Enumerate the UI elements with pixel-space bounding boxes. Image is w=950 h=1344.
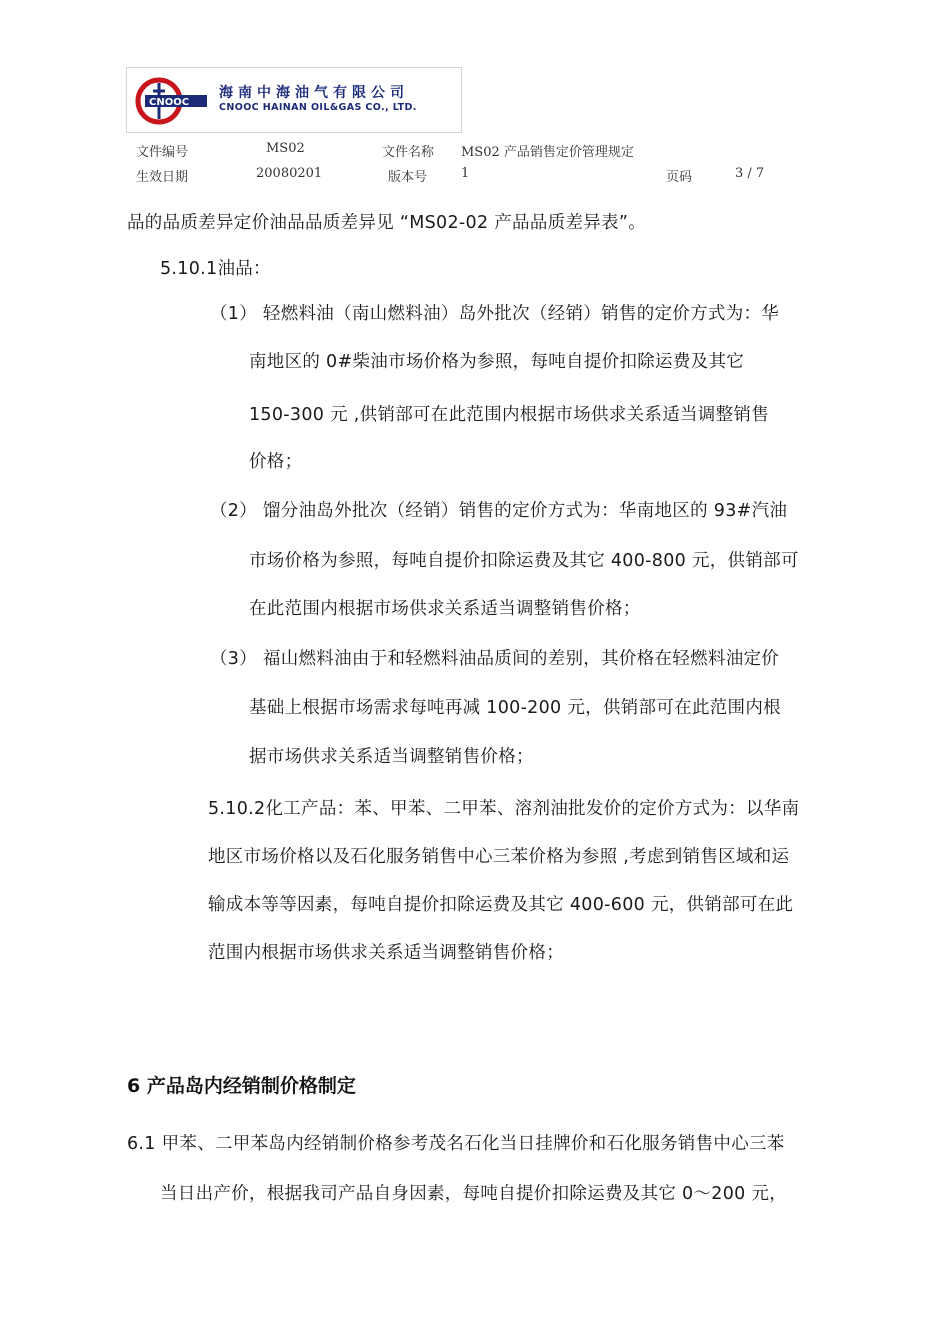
effective-date: 20080201 [256, 166, 323, 181]
section-6-1: 6.1 甲苯、二甲苯岛内经销制价格参考茂名石化当日挂牌价和石化服务销售中心三苯 [127, 1134, 785, 1154]
body-line: 地区市场价格以及石化服务销售中心三苯价格为参照 ,考虑到销售区域和运 [208, 847, 790, 867]
list-item-3: （3） 福山燃料油由于和轻燃料油品质间的差别，其价格在轻燃料油定价 [210, 649, 780, 669]
company-name-cn: 海南中海油气有限公司 [219, 85, 409, 101]
svg-text:CNOOC: CNOOC [149, 97, 190, 108]
effective-date-label: 生效日期 [136, 170, 189, 185]
page-label: 页码 [666, 170, 693, 185]
doc-no: MS02 [266, 141, 305, 156]
company-logo [126, 67, 462, 133]
list-item-1: （1） 轻燃料油（南山燃料油）岛外批次（经销）销售的定价方式为：华 [210, 304, 780, 324]
page-number: 3 / 7 [735, 166, 765, 181]
version: 1 [461, 166, 470, 181]
section-5-10-1: 5.10.1油品： [160, 259, 271, 279]
body-line: 市场价格为参照，每吨自提价扣除运费及其它 400-800 元，供销部可 [249, 551, 799, 571]
list-item-2: （2） 馏分油岛外批次（经销）销售的定价方式为：华南地区的 93#汽油 [210, 501, 788, 521]
body-line: 输成本等等因素，每吨自提价扣除运费及其它 400-600 元，供销部可在此 [208, 895, 794, 915]
body-line: 范围内根据市场供求关系适当调整销售价格； [208, 943, 564, 963]
cnooc-logo-icon [135, 77, 211, 125]
body-line: 品的品质差异定价油品品质差异见 “MS02-02 产品品质差异表”。 [127, 213, 647, 233]
section-5-10-2: 5.10.2化工产品：苯、甲苯、二甲苯、溶剂油批发价的定价方式为：以华南 [208, 799, 800, 819]
company-name-en: CNOOC HAINAN OIL&GAS CO., LTD. [219, 102, 417, 113]
doc-name: MS02 产品销售定价管理规定 [461, 145, 634, 160]
body-line: 当日出产价，根据我司产品自身因素，每吨自提价扣除运费及其它 0～200 元， [160, 1184, 788, 1204]
section-heading-6: 6 产品岛内经销制价格制定 [127, 1075, 356, 1097]
body-line: 南地区的 0#柴油市场价格为参照，每吨自提价扣除运费及其它 [249, 352, 745, 372]
body-line: 150-300 元 ,供销部可在此范围内根据市场供求关系适当调整销售 [249, 405, 770, 425]
version-label: 版本号 [388, 170, 428, 185]
doc-no-label: 文件编号 [136, 145, 189, 160]
body-line: 价格； [249, 452, 303, 472]
body-line: 据市场供求关系适当调整销售价格； [249, 747, 534, 767]
body-line: 在此范围内根据市场供求关系适当调整销售价格； [249, 599, 641, 619]
doc-name-label: 文件名称 [382, 145, 435, 160]
body-line: 基础上根据市场需求每吨再减 100-200 元，供销部可在此范围内根 [249, 698, 781, 718]
